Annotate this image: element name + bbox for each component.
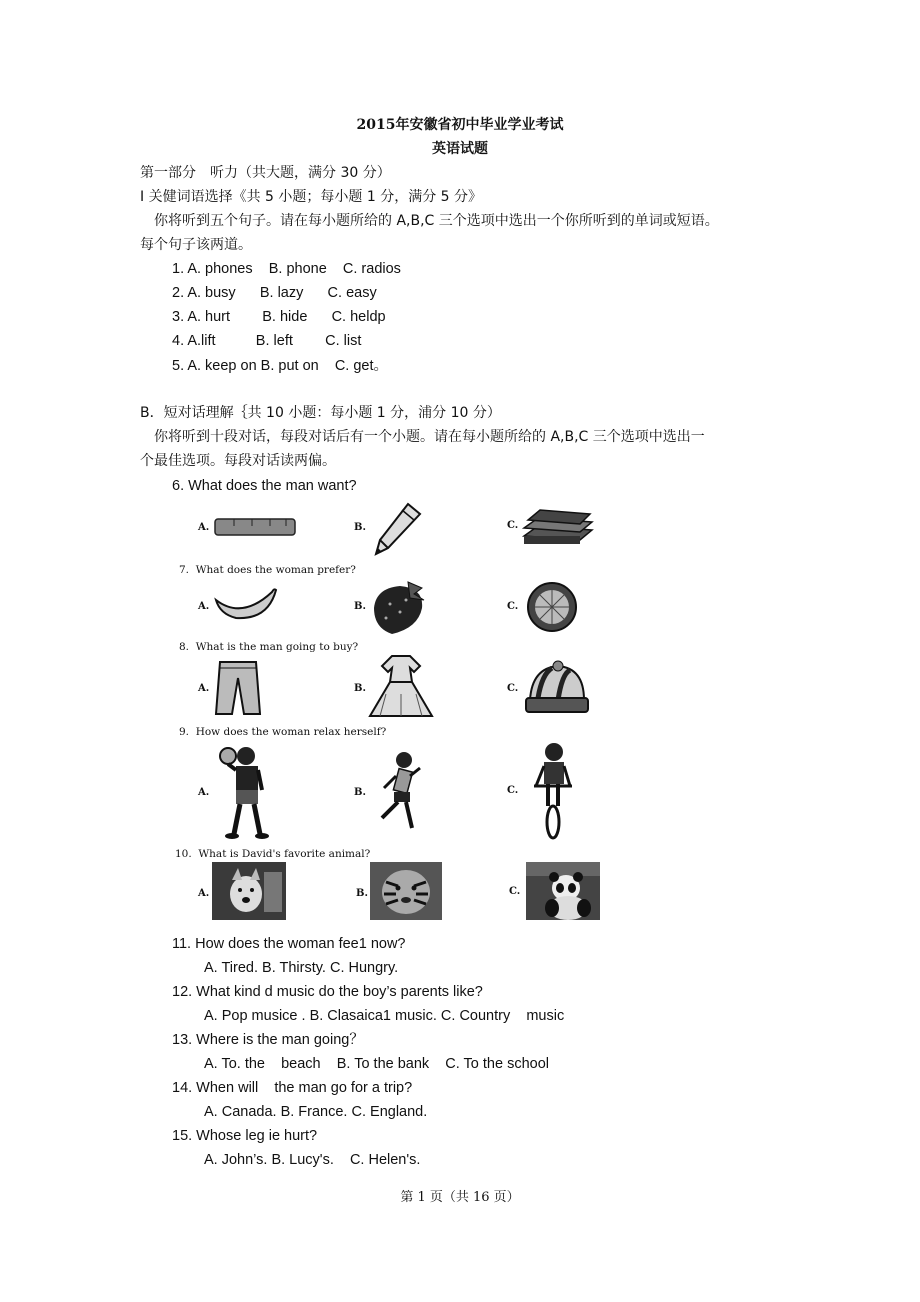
question-6: 6. What does the man want? (172, 478, 357, 494)
option-label: B. (354, 787, 366, 798)
page-footer: 第 1 页（共 16 页） (400, 1190, 520, 1205)
strawberry-icon (370, 578, 430, 636)
tiger-photo (370, 862, 442, 920)
jeans-icon (214, 660, 262, 716)
option-label: B. (354, 522, 366, 533)
option-label: C. (507, 520, 519, 531)
dress-icon (368, 654, 434, 720)
books-icon (520, 506, 596, 548)
section-a-heading: I 关健词语选择《共 5 小题；每小题 1 分，满分 5 分》 (140, 189, 483, 205)
option-label: C. (509, 886, 521, 897)
option-label: B. (354, 683, 366, 694)
option-label: A. (198, 683, 210, 694)
question-9: 9. How does the woman relax herself? (179, 726, 387, 738)
exam-subtitle: 英语试题 (432, 141, 488, 157)
question-10: 10. What is David's favorite animal? (175, 848, 371, 860)
section-b-heading: B．短对话理解｛共 10 小题：每小题 1 分，浦分 10 分） (140, 405, 501, 421)
question-15: 15. Whose leg ie hurt? (172, 1128, 318, 1144)
question-11: 11. How does the woman fee1 now? (172, 936, 406, 952)
option-label: A. (198, 522, 210, 533)
option-label: C. (507, 683, 519, 694)
question-12: 12. What kind d music do the boy’s parents like? (172, 984, 483, 1000)
answer-options: A. To. the beach B. To the bank C. To the school (204, 1056, 549, 1072)
orange-icon (526, 580, 578, 634)
option-label: A. (198, 888, 210, 899)
hat-icon (522, 660, 590, 716)
dog-photo (212, 862, 286, 920)
exam-title: 2015年安徽省初中毕业学业考试 (356, 117, 564, 133)
question-7: 7. What does the woman prefer? (179, 564, 356, 576)
answer-options: A. Tired. B. Thirsty. C. Hungry. (204, 960, 399, 976)
section-a-intro: 你将听到五个句子。请在每小题所给的 A,B,C 三个选项中选出一个你所听到的单词或短语。 (154, 213, 719, 229)
list-item: 4. A.lift B. left C. list (172, 333, 362, 349)
option-label: A. (198, 787, 210, 798)
list-item: 5. A. keep on B. put on C. get。 (172, 358, 389, 374)
section-b-intro: 你将听到十段对话，每段对话后有一个小题。请在每小题所给的 A,B,C 三个选项中选出一 (154, 429, 705, 445)
panda-photo (526, 862, 600, 920)
banana-icon (212, 586, 278, 622)
girl-cycling-icon (532, 740, 574, 840)
question-8: 8. What is the man going to buy? (179, 641, 359, 653)
option-label: A. (198, 601, 210, 612)
list-item: 1. A. phones B. phone C. radios (172, 261, 401, 277)
section-b-intro-2: 个最佳选项。每段对话读两偏。 (140, 453, 336, 469)
question-14: 14. When will the man go for a trip? (172, 1080, 413, 1096)
option-label: B. (356, 888, 368, 899)
ruler-icon (214, 516, 296, 538)
pencil-icon (372, 500, 424, 558)
list-item: 2. A. busy B. lazy C. easy (172, 285, 377, 301)
question-13: 13. Where is the man going？ (172, 1032, 364, 1048)
answer-options: A. Pop musice . B. Clasaica1 music. C. Country music (204, 1008, 565, 1024)
girl-running-icon (374, 748, 424, 834)
list-item: 3. A. hurt B. hide C. heldp (172, 309, 386, 325)
section-a-intro-2: 每个句子该两道。 (140, 237, 252, 253)
option-label: B. (354, 601, 366, 612)
option-label: C. (507, 785, 519, 796)
answer-options: A. John’s. B. Lucy's. C. Helen's. (204, 1152, 421, 1168)
girl-volleyball-icon (218, 742, 270, 842)
option-label: C. (507, 601, 519, 612)
part1-heading: 第一部分 听力（共大题，满分 30 分） (140, 165, 391, 181)
answer-options: A. Canada. B. France. C. England. (204, 1104, 428, 1120)
